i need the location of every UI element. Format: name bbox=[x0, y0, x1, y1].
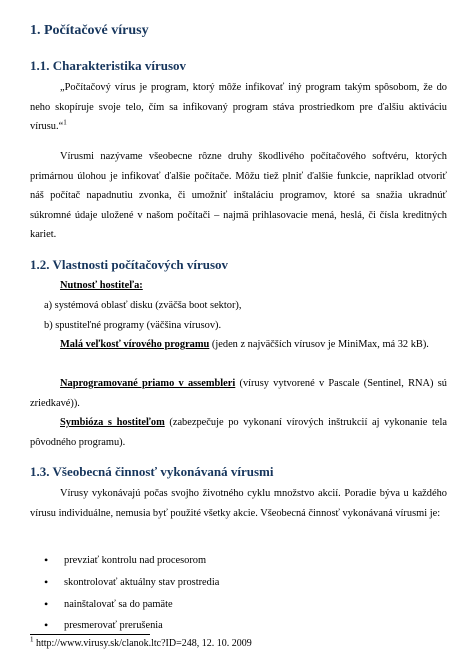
footnote bbox=[30, 637, 252, 651]
symbiosis-label: Symbióza s hostiteľom bbox=[60, 417, 165, 428]
section-heading-1-2: 1.2. Vlastnosti počítačových vírusov bbox=[30, 257, 229, 272]
footnote-separator bbox=[30, 634, 150, 635]
size-paragraph bbox=[30, 335, 447, 355]
section-heading-1-3: 1.3. Všeobecná činnosť vykonávaná vírusmi bbox=[30, 464, 274, 479]
bullet-icon: • bbox=[44, 618, 49, 632]
list-item: prevziať kontrolu nad procesorom bbox=[64, 555, 207, 566]
assembler-label: Naprogramované priamo v assembleri bbox=[60, 378, 236, 389]
list-item: presmerovať prerušenia bbox=[64, 620, 163, 631]
bullet-icon: • bbox=[44, 575, 49, 589]
host-item: b) spustiteľné programy (väčšina vírusov). bbox=[44, 320, 222, 331]
host-item: a) systémová oblasť disku (zväčša boot sektor), bbox=[44, 300, 242, 311]
list-item: skontrolovať aktuálny stav prostredia bbox=[64, 577, 220, 588]
footnote-ref: 1 bbox=[63, 118, 67, 127]
footnote-link[interactable]: http://www.virusy.sk/clanok.ltc?ID=248, 12. 10. 2009 bbox=[36, 638, 252, 649]
virus-definition-paragraph: Vírusmi nazývame všeobecne rôzne druhy škodlivého počítačového softvéru, ktorých primárnou úlohou je infikovať ďalšie počítače. Môžu tiež plniť ďalšie funkcie, napríklad otvoriť náš počítač napadnutiu zvonka, či umožniť inštaláciu programov, ktoré sa snažia ukradnúť súkromné údaje uložené v našom počítači – najmä prihlasovacie mená, heslá, či čísla kreditných kariet. bbox=[30, 151, 447, 240]
symbiosis-text: (zabezpečuje po vykonaní vírových inštrukcií aj vykonanie tela pôvodného programu). bbox=[30, 417, 447, 448]
symbiosis-paragraph bbox=[30, 413, 447, 452]
assembler-text: (vírusy vytvorené v Pascale (Sentinel, RNA) sú zriedkavé)). bbox=[30, 378, 447, 409]
size-text: (jeden z najväčších vírusov je MiniMax, má 32 kB). bbox=[209, 339, 429, 350]
host-label: Nutnosť hostiteľa: bbox=[60, 280, 143, 291]
section-heading-1-1: 1.1. Charakteristika vírusov bbox=[30, 58, 186, 73]
assembler-paragraph bbox=[30, 374, 447, 413]
bullet-icon: • bbox=[44, 553, 49, 567]
quote-paragraph bbox=[30, 78, 447, 137]
bullet-icon: • bbox=[44, 597, 49, 611]
activity-paragraph: Vírusy vykonávajú počas svojho životného cyklu množstvo akcií. Poradie býva u každého vírusu individuálne, nemusia byť použité všetky akcie. Všeobecná činnosť vykonávaná vírusmi je: bbox=[30, 488, 447, 519]
size-label: Malá veľkosť vírového programu bbox=[60, 339, 210, 350]
list-item: nainštalovať sa do pamäte bbox=[64, 599, 173, 610]
footnote-number: 1 bbox=[30, 635, 34, 644]
quote-text: „Počítačový vírus je program, ktorý môže infikovať iný program takým spôsobom, že do neho skopíruje svoje telo, čím sa infikovaný program stáva prostriedkom pre ďalšiu aktiváciu vírusu.“ bbox=[30, 82, 447, 132]
chapter-heading: 1. Počítačové vírusy bbox=[30, 23, 149, 38]
